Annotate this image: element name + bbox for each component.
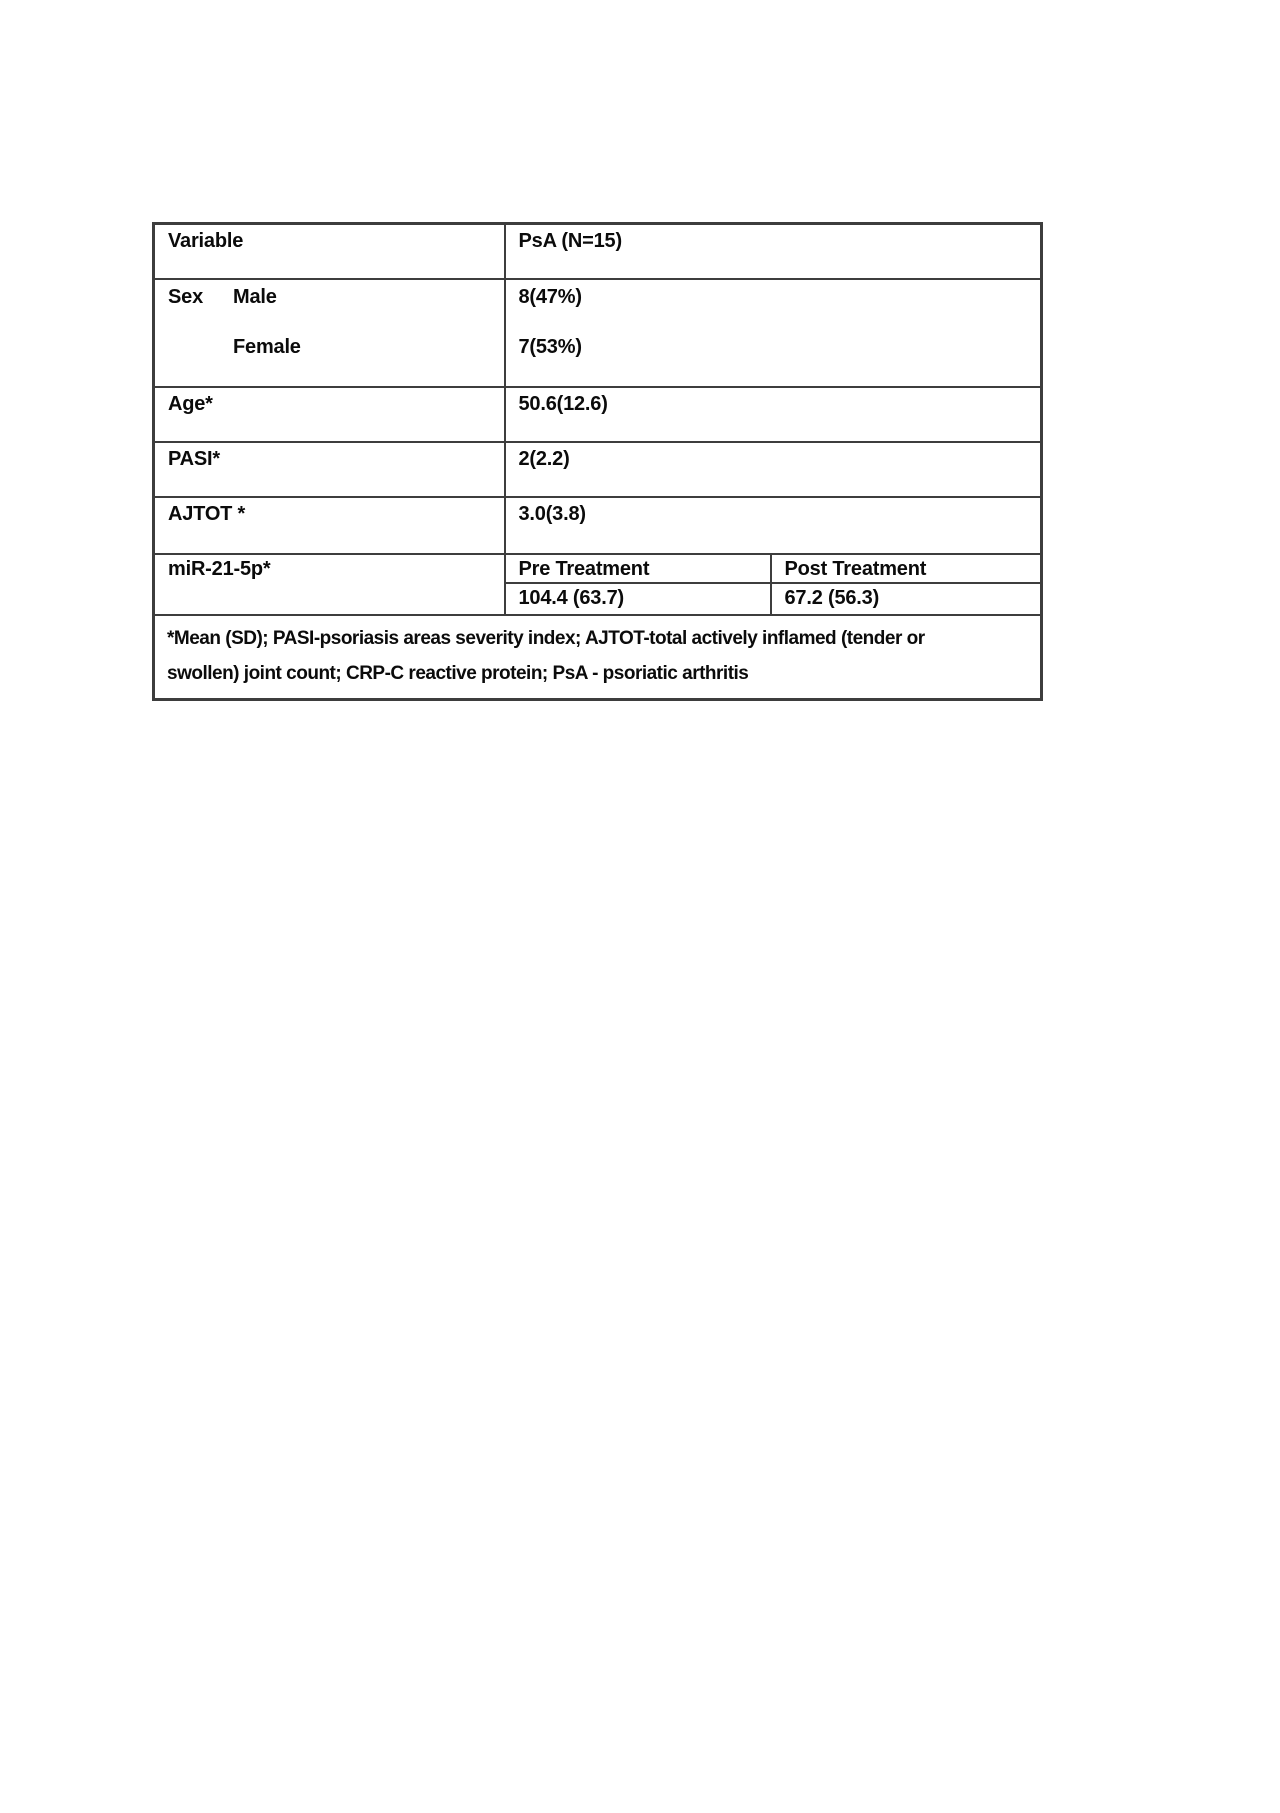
patient-characteristics-table <box>152 222 1043 701</box>
pre-treatment-value: 104.4 (63.7) <box>518 586 624 609</box>
ajtot-value: 3.0(3.8) <box>518 502 586 525</box>
pasi-value-cell <box>505 442 1042 497</box>
sex-label-cell <box>154 279 505 387</box>
sex-female-line <box>168 335 496 359</box>
pasi-label-cell <box>154 442 505 497</box>
pre-treatment-header-cell <box>505 554 771 583</box>
footnote-line1: *Mean (SD); PASI-psoriasis areas severity index; AJTOT-total actively inflamed (tender or <box>167 627 925 649</box>
ajtot-label: AJTOT * <box>168 502 246 525</box>
sex-value-cell <box>505 279 1042 387</box>
pre-treatment-value-cell <box>505 583 771 615</box>
header-psa-label: PsA (N=15) <box>518 230 622 252</box>
sex-male-line <box>168 285 496 309</box>
age-label-cell <box>154 387 505 442</box>
footnote-line2: swollen) joint count; CRP-C reactive protein; PsA - psoriatic arthritis <box>167 662 749 684</box>
sex-male-label: Male <box>233 285 277 308</box>
header-psa-cell <box>505 224 1042 279</box>
header-variable-cell <box>154 224 505 279</box>
table-header-row <box>154 224 1042 279</box>
sex-label: Sex <box>168 285 203 308</box>
post-treatment-header-cell <box>771 554 1042 583</box>
sex-female-label: Female <box>233 335 301 358</box>
age-value: 50.6(12.6) <box>518 392 608 415</box>
pre-treatment-header: Pre Treatment <box>518 557 650 580</box>
header-variable-label: Variable <box>168 230 244 252</box>
ajtot-value-cell <box>505 497 1042 554</box>
age-label: Age* <box>168 392 213 415</box>
sex-male-value: 8(47%) <box>518 285 582 308</box>
sex-female-value: 7(53%) <box>518 335 582 358</box>
sex-row <box>154 279 1042 387</box>
post-treatment-value: 67.2 (56.3) <box>784 586 880 609</box>
ajtot-label-cell <box>154 497 505 554</box>
age-value-cell <box>505 387 1042 442</box>
mir-label: miR-21-5p* <box>168 557 271 580</box>
pasi-value: 2(2.2) <box>518 447 570 470</box>
footnote-cell <box>154 615 1042 700</box>
post-treatment-value-cell <box>771 583 1042 615</box>
table-row-age <box>154 387 1042 442</box>
post-treatment-header: Post Treatment <box>784 557 927 580</box>
table-row-pasi <box>154 442 1042 497</box>
pasi-label: PASI* <box>168 447 220 470</box>
footnote-row <box>154 615 1042 700</box>
table-row-ajtot <box>154 497 1042 554</box>
mir-label-cell <box>154 554 505 615</box>
mir-header-row <box>154 554 1042 583</box>
